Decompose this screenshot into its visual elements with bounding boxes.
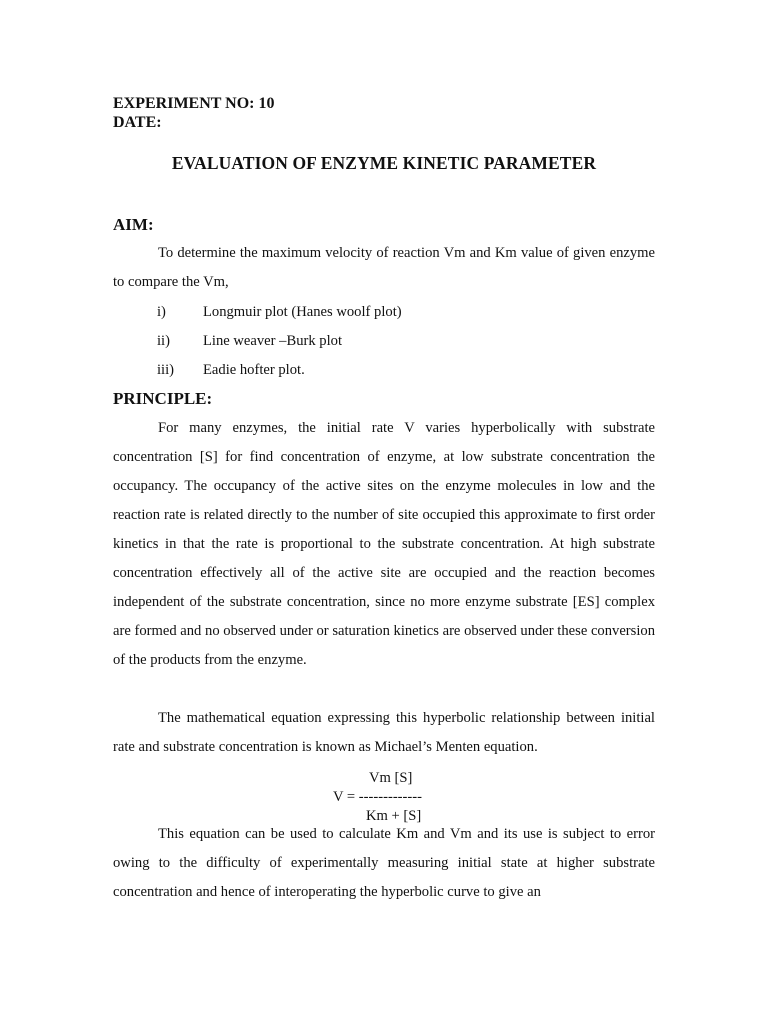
principle-text-1: For many enzymes, the initial rate V varies hyperbolically with substrate concentration [S] for find concentration of enzyme, at low substrate concentration the occupancy. The occupancy of the active sites on the enzyme molecules in low and the reaction rate is related directly to the number of site occupied this approximate to first order kinetics in that the rate is proportional to the substrate concentration. At high substrate concentration effectively all of the active site are occupied and the reaction becomes independent of the substrate concentration, since no more enzyme substrate [ES] complex are formed and no observed under or saturation kinetics are observed under these conversion of the products from the enzyme. xyxy=(113,420,655,668)
aim-text: To determine the maximum velocity of reaction Vm and Km value of given enzyme to compare the Vm, xyxy=(113,245,655,290)
principle-text-2: The mathematical equation expressing this hyperbolic relationship between initial rate and substrate concentration is known as Michael’s Menten equation. xyxy=(113,710,655,755)
principle-paragraph-1 xyxy=(113,414,655,675)
principle-heading: PRINCIPLE: xyxy=(113,389,213,408)
list-item-number: iii) xyxy=(157,362,175,378)
list-item-label: Eadie hofter plot. xyxy=(203,362,305,378)
list-item-label: Line weaver –Burk plot xyxy=(203,333,343,349)
list-item xyxy=(157,332,342,350)
principle-paragraph-3 xyxy=(113,820,655,907)
equation-denominator: Km + [S] xyxy=(366,808,422,824)
equation-lhs: V = ------------- xyxy=(333,789,422,805)
list-item xyxy=(157,303,402,321)
document-title: EVALUATION OF ENZYME KINETIC PARAMETER xyxy=(171,153,597,173)
list-item-number: i) xyxy=(157,304,166,320)
experiment-number: EXPERIMENT NO: 10 xyxy=(113,95,275,112)
list-item xyxy=(157,361,305,379)
principle-text-3: This equation can be used to calculate Km and Vm and its use is subject to error owing to the difficulty of experimentally measuring initial state at higher substrate concentration and hence of interoperating the hyperbolic curve to give an xyxy=(113,826,655,900)
list-item-label: Longmuir plot (Hanes woolf plot) xyxy=(203,304,402,320)
date-label: DATE: xyxy=(113,114,162,131)
list-item-number: ii) xyxy=(157,333,170,349)
aim-heading: AIM: xyxy=(113,215,154,234)
equation-numerator: Vm [S] xyxy=(369,770,413,786)
principle-paragraph-2 xyxy=(113,704,655,762)
aim-paragraph xyxy=(113,239,655,297)
